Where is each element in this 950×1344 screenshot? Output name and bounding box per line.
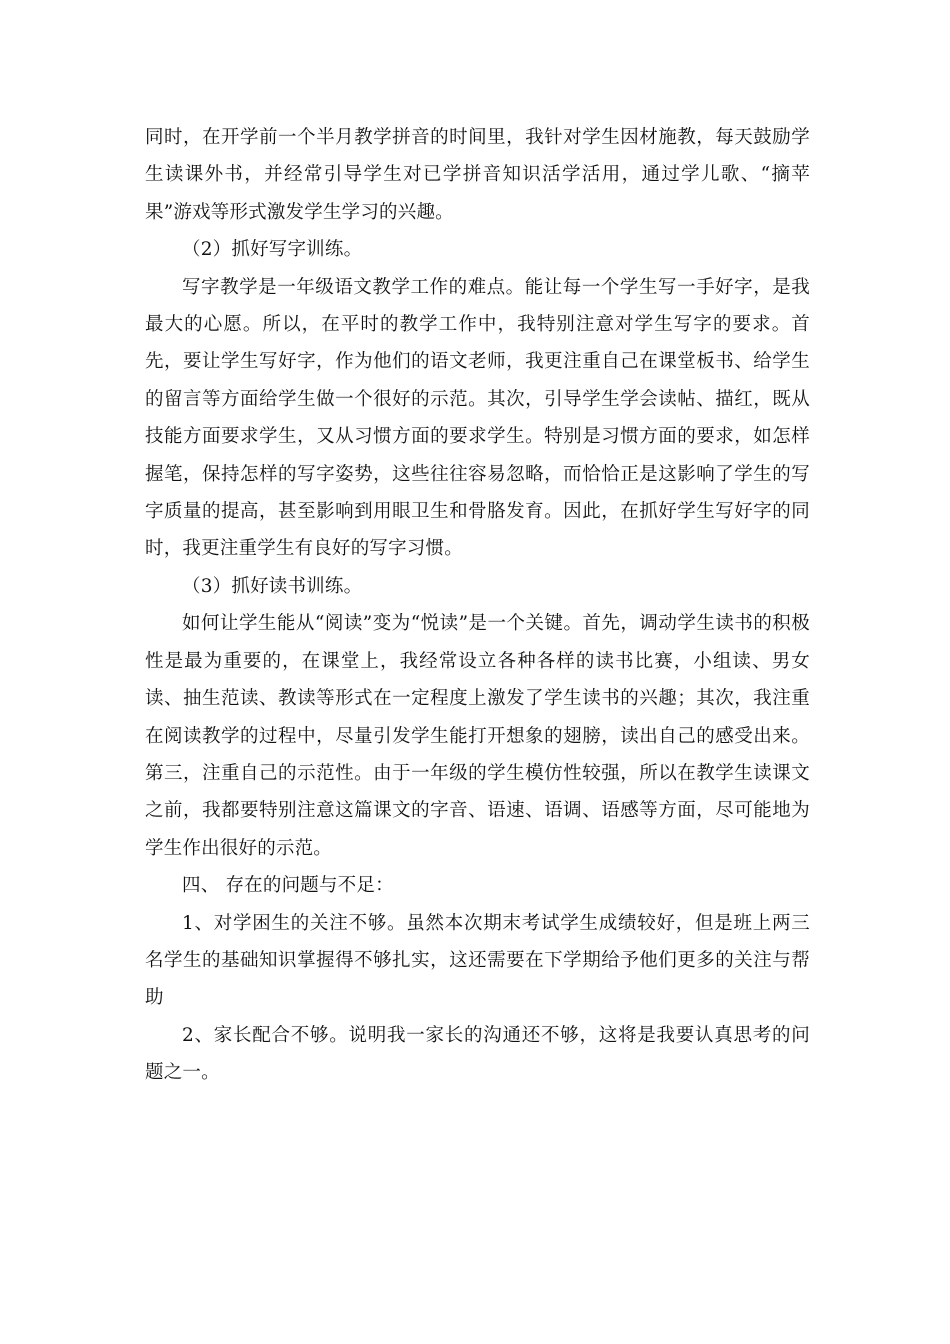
problem-item-1: 1、对学困生的关注不够。虽然本次期末考试学生成绩较好，但是班上两三名学生的基础知识掌握得不够扎实，这还需要在下学期给予他们更多的关注与帮助: [145, 912, 810, 1009]
paragraph-pinyin-teaching: 同时，在开学前一个半月教学拼音的时间里，我针对学生因材施教，每天鼓励学生读课外书，并经常引导学生对已学拼音知识活学活用，通过学儿歌、“摘苹果”游戏等形式激发学生学习的兴趣。: [145, 127, 810, 223]
paragraph-writing-teaching: 写字教学是一年级语文教学工作的难点。能让每一个学生写一手好字，是我最大的心愿。所以，在平时的教学工作中，我特别注意对学生写字的要求。首先，要让学生写好字，作为他们的语文老师，我更注重自己在课堂板书、给学生的留言等方面给学生做一个很好的示范。其次，引导学生学会读帖、描红，既从技能方面要求学生，又从习惯方面的要求学生。特别是习惯方面的要求，如怎样握笔，保持怎样的写字姿势，这些往往容易忽略，而恰恰正是这影响了学生的写字质量的提高，甚至影响到用眼卫生和骨胳发育。因此，在抓好学生写好字的同时，我更注重学生有良好的写字习惯。: [145, 276, 810, 560]
problem-item-2: 2、家长配合不够。说明我一家长的沟通还不够，这将是我要认真思考的问题之一。: [145, 1024, 810, 1084]
paragraph-reading-teaching: 如何让学生能从“阅读”变为“悦读”是一个关键。首先，调动学生读书的积极性是最为重要的，在课堂上，我经常设立各种各样的读书比赛，小组读、男女读、抽生范读、教读等形式在一定程度上激发了学生读书的兴趣；其次，我注重在阅读教学的过程中，尽量引发学生能打开想象的翅膀，读出自己的感受出来。第三，注重自己的示范性。由于一年级的学生模仿性较强，所以在教学生读课文之前，我都要特别注意这篇课文的字音、语速、语调、语感等方面，尽可能地为学生作出很好的示范。: [145, 613, 810, 859]
document-body: [145, 119, 810, 1092]
section-heading-reading-training: （3）抓好读书训练。: [182, 575, 363, 597]
section-heading-writing-training: （2）抓好写字训练。: [182, 239, 363, 261]
section-heading-problems: 四、 存在的问题与不足：: [182, 875, 394, 897]
